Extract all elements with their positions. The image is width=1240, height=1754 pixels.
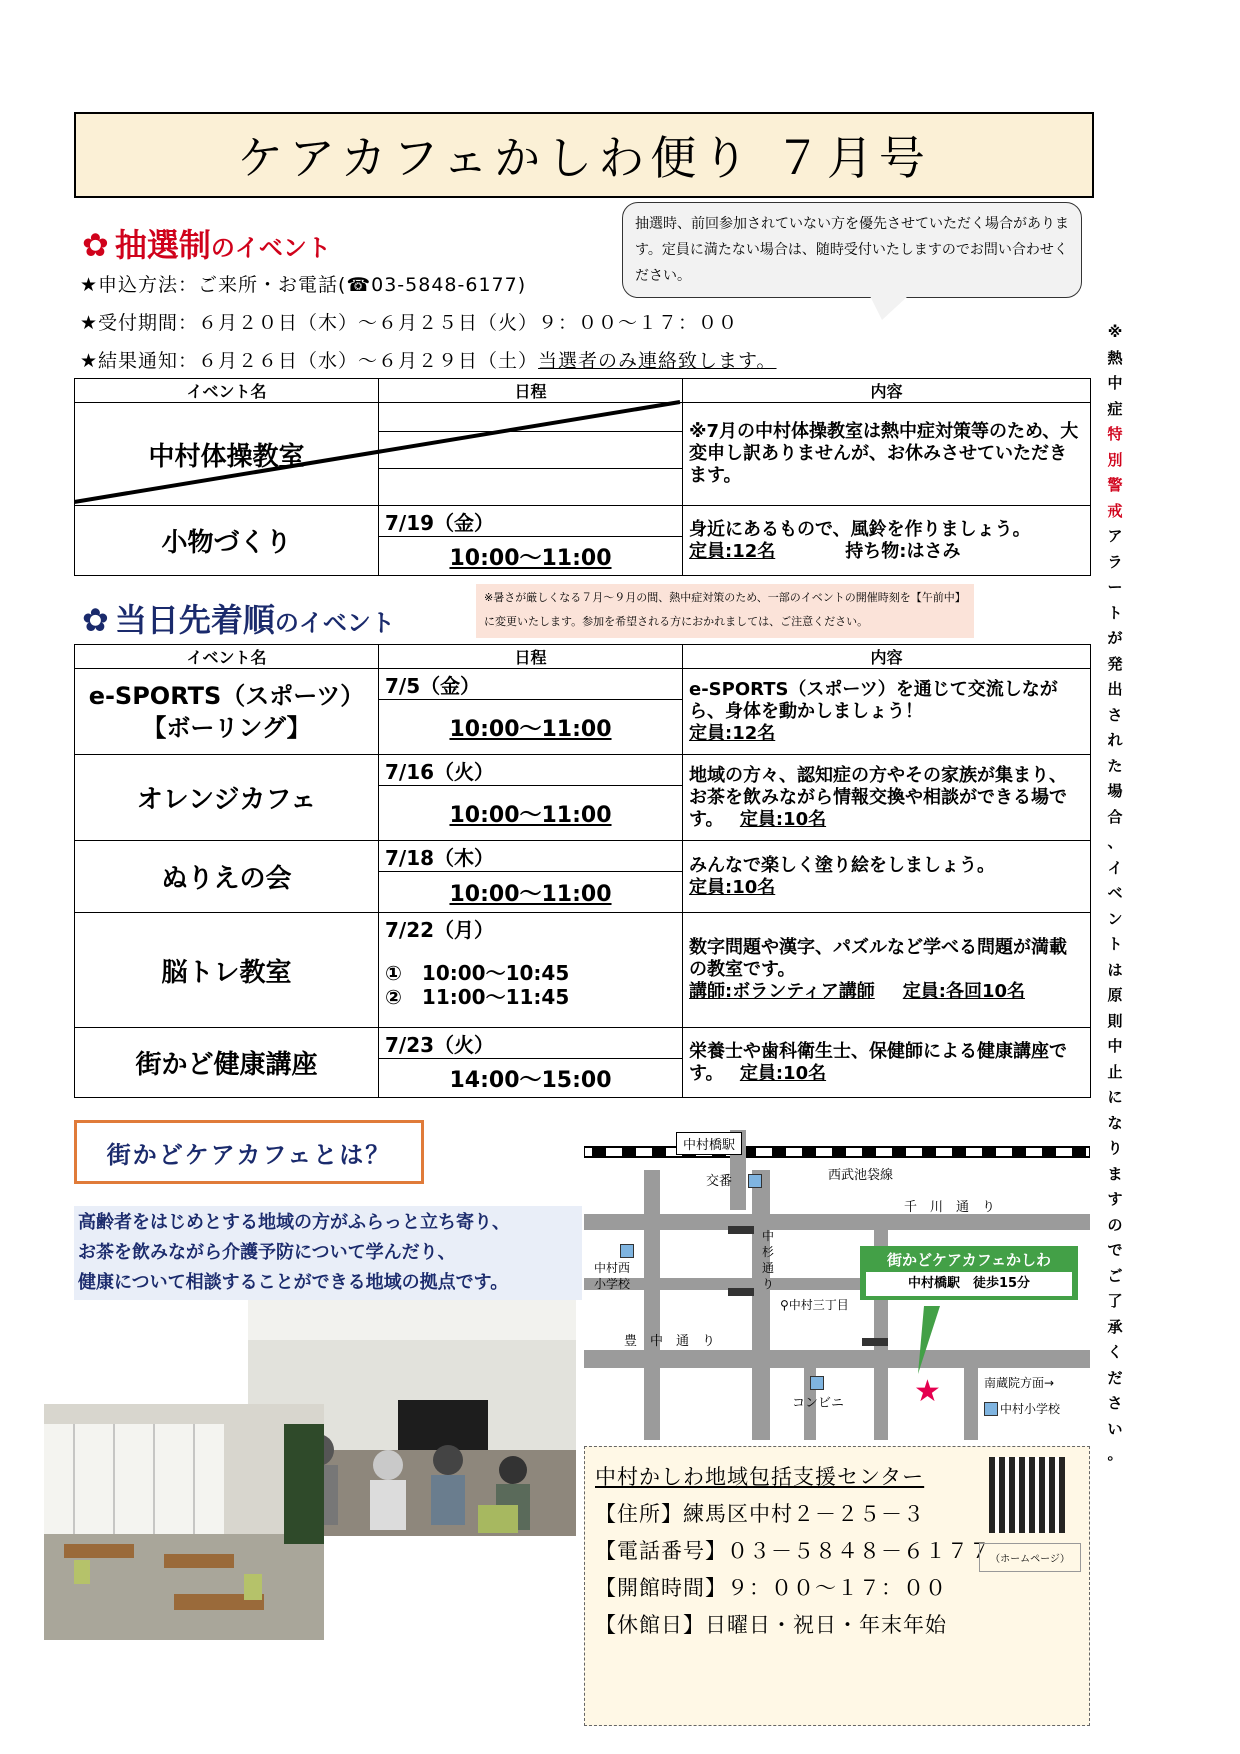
side-note-char: イ: [1107, 858, 1123, 877]
event-name: ぬりえの会: [75, 841, 379, 913]
header-event-name: イベント名: [75, 379, 379, 403]
result-notice-emphasis: 当選者のみ連絡致します。: [538, 350, 777, 372]
event-content: みんなで楽しく塗り絵をしましょう。: [689, 854, 995, 876]
event-name: オレンジカフェ: [75, 755, 379, 841]
event-content-cell: [683, 506, 1091, 576]
event-name-cell: [75, 669, 379, 755]
about-heading: 街かどケアカフェとは？: [74, 1120, 424, 1184]
side-note-char: 了: [1107, 1292, 1123, 1310]
side-note-char: だ: [1107, 1368, 1123, 1387]
result-notice: [80, 346, 777, 373]
event-date: 7/18（木）: [379, 841, 683, 872]
page-title: ケアカフェかしわ便り ７月号: [74, 112, 1094, 198]
side-note-char: ト: [1107, 935, 1123, 953]
side-note-char: 中: [1107, 1037, 1123, 1055]
event-date: 7/19（金）: [379, 506, 683, 537]
side-note-char: ご: [1107, 1266, 1123, 1285]
access-map: [584, 1130, 1090, 1440]
side-note-char: れ: [1107, 731, 1123, 749]
event-date: 7/16（火）: [379, 755, 683, 786]
table-header-row: [75, 379, 1091, 403]
application-period: ★受付期間：６月２０日（木）～６月２５日（火）９：００～１７：００: [80, 312, 739, 334]
cancel-strike-line: [74, 400, 684, 504]
table-row: [75, 841, 1091, 872]
cafe-room-illustration: [44, 1404, 324, 1640]
side-note-char: 発: [1107, 654, 1123, 673]
cafe-room-photo: [44, 1404, 324, 1640]
side-note-char: 特: [1107, 425, 1123, 443]
event-content-cell: [683, 755, 1091, 841]
firstcome-heading-suffix: のイベント: [274, 609, 395, 637]
event-name: 中村体操教室: [148, 441, 305, 472]
callout-pointer: [910, 1306, 950, 1376]
side-note-char: く: [1107, 1343, 1123, 1361]
side-note-char: 、: [1107, 833, 1123, 851]
table-header-row: [75, 645, 1091, 669]
header-schedule: 日程: [379, 645, 683, 669]
side-note-char: 別: [1107, 450, 1123, 469]
side-note-char: で: [1107, 1241, 1123, 1259]
event-name-sub: 【ボーリング】: [142, 713, 311, 742]
center-hours: 【開館時間】９：００～１７：００: [595, 1576, 947, 1600]
center-name: 中村かしわ地域包括支援センター: [595, 1465, 925, 1489]
side-note-char: ラ: [1107, 552, 1123, 571]
school-west-marker: [620, 1244, 634, 1258]
about-description: [74, 1206, 582, 1300]
heatstroke-side-note: [1102, 320, 1128, 1468]
event-time-1: ① 10:00～10:45: [385, 961, 570, 985]
event-name: 小物づくり: [75, 506, 379, 576]
side-note-char: 原: [1107, 986, 1123, 1004]
konbini-label: コンビニ: [792, 1396, 845, 1411]
side-note-char: な: [1107, 1113, 1123, 1132]
about-line: 高齢者をはじめとする地域の方がふらっと立ち寄り、: [78, 1212, 510, 1233]
toyonaka-street-label: 豊 中 通 り: [624, 1334, 716, 1349]
rail-line-label: 西武池袋線: [828, 1168, 894, 1183]
event-content: 地域の方々、認知症の方やその家族が集まり、お茶を飲みながら情報交換や相談ができる場です。: [689, 764, 1067, 830]
event-name: 脳トレ教室: [75, 913, 379, 1028]
side-note-char: ン: [1107, 909, 1123, 928]
station-label: 中村橋駅: [676, 1132, 742, 1155]
koban-marker: [748, 1174, 762, 1188]
table-row: [75, 506, 1091, 537]
result-notice-prefix: ★結果通知：６月２６日（水）～６月２９日（土）: [80, 350, 539, 372]
callout-title: 街かどケアカフェかしわ: [886, 1251, 1052, 1269]
side-note-char: す: [1107, 1190, 1123, 1208]
firstcome-heading: [82, 595, 395, 641]
event-items: 持ち物:はさみ: [845, 540, 961, 562]
event-content: e-SPORTS（スポーツ）を通じて交流しながら、身体を動かしましょう！: [689, 678, 1058, 722]
side-note-char: 。: [1107, 1445, 1123, 1463]
event-date: 7/22（月）: [379, 913, 683, 944]
event-time: 10:00～11:00: [379, 700, 683, 755]
header-content: 内容: [683, 379, 1091, 403]
side-note-char: さ: [1107, 1394, 1123, 1412]
event-capacity: 定員:10名: [689, 876, 776, 898]
about-line: お茶を飲みながら介護予防について学んだり、: [78, 1242, 456, 1263]
konbini-marker: [810, 1376, 824, 1390]
destination-callout: [860, 1246, 1078, 1300]
lottery-speech-bubble: 抽選時、前回参加されていない方を優先させていただく場合があります。定員に満たない場合は、随時受付いたしますのでお問い合わせください。: [622, 202, 1082, 298]
side-note-char: に: [1107, 1088, 1123, 1106]
side-note-char: い: [1107, 1419, 1123, 1438]
center-phone: 【電話番号】０３－５８４８－６１７７: [595, 1539, 991, 1563]
event-content-cell: [683, 841, 1091, 913]
side-note-char: ま: [1107, 1164, 1123, 1183]
koban-label: 交番: [706, 1174, 733, 1189]
side-note-char: ー: [1107, 578, 1123, 596]
senkawa-street-label: 千 川 通 り: [904, 1200, 996, 1215]
center-address: 【住所】練馬区中村２－２５－３: [595, 1502, 925, 1526]
nakamura3-label: ⚲中村三丁目: [780, 1298, 849, 1312]
event-time-cell: [379, 943, 683, 1028]
event-capacity: 定員:各回10名: [902, 981, 1026, 1002]
traffic-light-icon: [728, 1288, 754, 1296]
event-content: 身近にあるもので、風鈴を作りましょう。: [689, 518, 1031, 540]
event-time: 10:00～11:00: [379, 537, 683, 576]
school-marker: [984, 1402, 998, 1416]
center-info-box: [584, 1446, 1090, 1726]
header-content: 内容: [683, 645, 1091, 669]
event-content-cell: [683, 669, 1091, 755]
side-note-char: の: [1107, 1215, 1123, 1234]
event-content: ※7月の中村体操教室は熱中症対策等のため、大変申し訳ありませんが、お休みさせていただきます。: [683, 403, 1091, 506]
event-capacity: 定員:10名: [739, 808, 827, 830]
table-row: [75, 913, 1091, 944]
lottery-heading-main: 抽選制: [114, 226, 211, 264]
event-capacity: 定員:12名: [689, 722, 776, 744]
firstcome-heading-main: 当日先着順: [114, 601, 275, 639]
flower-icon: ✿: [82, 601, 109, 639]
event-time: 10:00～11:00: [379, 786, 683, 841]
event-content: 栄養士や歯科衛生士、保健師による健康講座です。: [689, 1040, 1067, 1084]
traffic-light-icon: [728, 1226, 754, 1234]
side-note-char: 警: [1107, 476, 1123, 494]
side-note-char: 止: [1107, 1062, 1123, 1081]
event-time: 10:00～11:00: [379, 872, 683, 913]
side-note-char: 則: [1107, 1011, 1123, 1030]
side-note-char: ア: [1107, 527, 1123, 545]
side-note-char: 合: [1107, 807, 1123, 826]
school-label: 中村小学校: [1000, 1402, 1061, 1416]
school-west-label: 中村西 小学校: [594, 1261, 631, 1291]
lottery-heading-suffix: のイベント: [210, 234, 331, 262]
event-content: 数字問題や漢字、パズルなど学べる問題が満載の教室です。: [689, 937, 1067, 980]
event-name: 街かど健康講座: [75, 1028, 379, 1098]
nakasugi-street-label: 中 杉 通 り: [762, 1229, 775, 1291]
side-note-char: ※: [1107, 323, 1123, 341]
application-method: ★申込方法：ご来所・お電話(☎03-5848-6177): [80, 274, 527, 296]
event-date: 7/23（火）: [379, 1028, 683, 1059]
lottery-heading: [82, 220, 331, 266]
side-note-char: 出: [1107, 680, 1123, 698]
side-note-char: 中: [1107, 374, 1123, 392]
qr-code-icon[interactable]: [989, 1457, 1065, 1533]
event-time-2: ② 11:00～11:45: [385, 985, 570, 1009]
center-closed: 【休館日】日曜日・祝日・年末年始: [595, 1613, 947, 1637]
side-note-char: 熱: [1107, 348, 1123, 367]
about-line: 健康について相談することができる地域の拠点です。: [78, 1272, 509, 1293]
firstcome-event-table: [74, 644, 1091, 1098]
header-schedule: 日程: [379, 379, 683, 403]
side-note-char: ト: [1107, 603, 1123, 622]
event-capacity: 定員:12名: [689, 540, 776, 562]
side-note-char: が: [1107, 629, 1123, 647]
qr-caption: （ホームページ）: [979, 1543, 1081, 1572]
heat-notice: ※暑さが厳しくなる７月～９月の間、熱中症対策のため、一部のイベントの開催時刻を【午前中】に変更いたします。参加を希望される方におかれましては、ご注意ください。: [476, 584, 974, 638]
event-content-cell: [683, 1028, 1091, 1098]
destination-star-icon: ★: [914, 1374, 941, 1409]
side-note-char: 承: [1107, 1317, 1123, 1336]
side-note-char: 戒: [1107, 501, 1123, 520]
side-note-char: は: [1107, 960, 1123, 979]
event-name: e-SPORTS（スポーツ）: [88, 681, 365, 710]
side-note-char: さ: [1107, 705, 1123, 724]
side-note-char: 症: [1107, 399, 1123, 418]
nanzoin-label: 南蔵院方面→: [984, 1376, 1055, 1390]
event-content-cell: [683, 913, 1091, 1028]
side-note-char: ベ: [1107, 884, 1123, 902]
side-note-char: 場: [1107, 782, 1123, 800]
table-row: [75, 755, 1091, 786]
flower-icon: ✿: [82, 226, 109, 264]
table-row: [75, 669, 1091, 700]
callout-sub: 中村橋駅 徒歩15分: [866, 1272, 1072, 1296]
event-time: 14:00～15:00: [379, 1059, 683, 1098]
side-note-char: た: [1107, 756, 1123, 775]
event-capacity: 定員:10名: [739, 1062, 827, 1084]
traffic-light-icon: [862, 1338, 888, 1346]
speech-bubble-tail: [870, 296, 908, 320]
event-lecturer: 講師:ボランティア講師: [689, 981, 875, 1002]
side-note-char: り: [1107, 1139, 1123, 1157]
table-row: [75, 1028, 1091, 1059]
event-date: 7/5（金）: [379, 669, 683, 700]
pin-icon: ⚲: [780, 1298, 789, 1312]
header-event-name: イベント名: [75, 645, 379, 669]
